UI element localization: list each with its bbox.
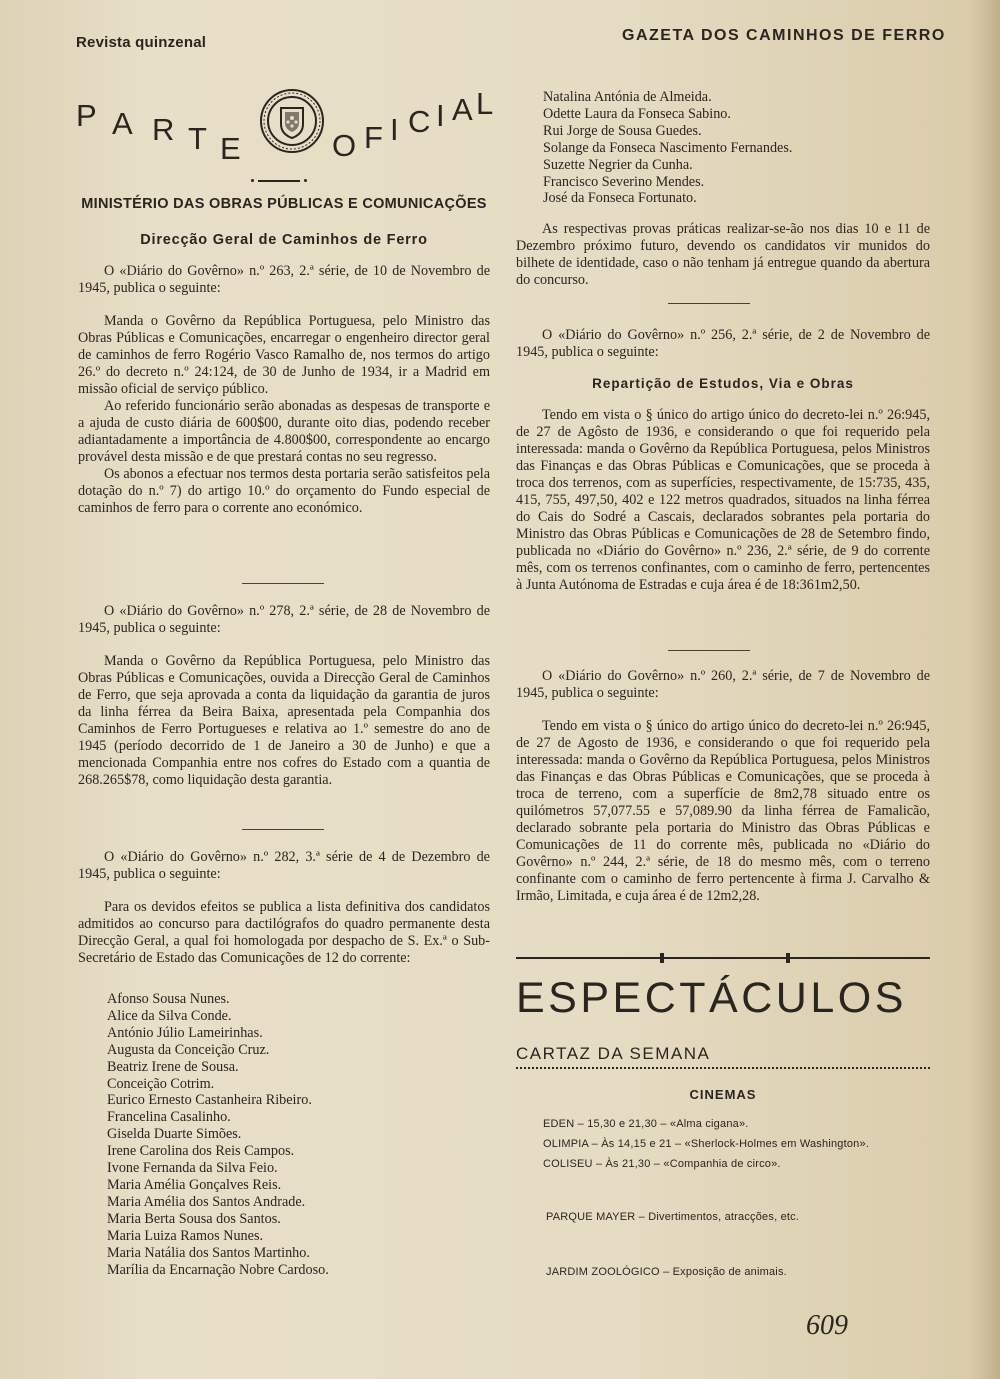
section-intro: O «Diário do Govêrno» n.º 282, 3.ª série de 4 de Dezembro de 1945, publica o seguinte: [78,849,490,882]
section-divider [668,650,750,651]
section-paragraph: Manda o Govêrno da República Portuguesa, pelo Ministro das Obras Públicas e Comunicações, encarregar o engenheiro director geral de caminhos de ferro Rogério Vasco Ramalho de, nos termos do artigo 26.º do decreto n.º 24:124, de 30 de Junho de 1934, ir a Madrid em missão oficial de serviço público. [78,313,490,397]
list-item: Maria Natália dos Santos Martinho. [107,1244,310,1261]
list-item: José da Fonseca Fortunato. [543,190,697,207]
cinema-listing: OLIMPIA – Às 14,15 e 21 – «Sherlock-Holmes em Washington». [543,1138,870,1150]
list-item: António Júlio Lameirinhas. [107,1024,263,1041]
masthead-letter: T [188,121,207,156]
masthead-letter: A [112,106,133,141]
section-260 [516,668,930,905]
espectaculos-rule [516,957,930,959]
section-intro: O «Diário do Govêrno» n.º 263, 2.ª série, de 10 de Novembro de 1945, publica o seguinte: [78,263,490,296]
section-divider [668,303,750,304]
list-item: Maria Berta Sousa dos Santos. [107,1210,281,1227]
masthead-letter: L [476,86,494,121]
list-item: Maria Amélia dos Santos Andrade. [107,1193,306,1210]
provas-paragraph-block [516,221,930,289]
masthead [76,88,496,173]
section-paragraph: Manda o Govêrno da República Portuguesa, pelo Ministro das Obras Públicas e Comunicações, ouvida a Direcção Geral de Caminhos de Ferro, que seja aprovada a conta da liquidação da garantia de juros da linha férrea da Beira Baixa, apresentada pela Companhia dos Caminhos de Ferro Portugueses e relativa ao 1.º semestre do ano de 1945 (período decorrido de 1 de Janeiro a 30 de Junho) e que a mencionada Companhia entre nos cofres do Estado com a quantia de 268.265$78, como liquidação desta garantia. [78,653,490,788]
list-item: Rui Jorge de Sousa Guedes. [543,122,702,139]
masthead-letter: F [364,120,383,155]
list-item: Natalina Antónia de Almeida. [543,89,712,105]
page-number: 609 [806,1310,848,1341]
list-item: Irene Carolina dos Reis Campos. [107,1143,295,1160]
page-edge-shadow [970,0,1000,1379]
masthead-letter: R [152,112,175,147]
section-divider [242,829,324,830]
section-paragraph: Os abonos a efectuar nos termos desta portaria serão satisfeitos pela dotação do n.º 7) do artigo 10.º do orçamento do Fundo especial de caminhos de ferro para o corrente ano económico. [78,466,490,516]
list-item: Odette Laura da Fonseca Sabino. [543,105,731,122]
candidate-list-right [543,89,792,207]
repartition-heading: Repartição de Estudos, Via e Obras [592,376,854,391]
cartaz-subtitle: CARTAZ DA SEMANA [516,1044,711,1063]
section-paragraph: Para os devidos efeitos se publica a lista definitiva dos candidatos admitidos ao concurso para dactilógrafos do quadro permanente desta Direcção Geral, a qual foi homologada por despacho de S. Ex.ª o Sub-Secretário de Estado das Comunicações de 12 do corrente: [78,899,490,966]
section-256 [516,327,930,361]
parque-mayer-listing: PARQUE MAYER – Divertimentos, atracções, etc. [546,1211,800,1223]
portuguese-coat-of-arms-icon [259,88,325,154]
masthead-letter: A [452,92,473,127]
section-intro: O «Diário do Govêrno» n.º 256, 2.ª série, de 2 de Novembro de 1945, publica o seguinte: [516,327,930,360]
masthead-rule [258,180,300,182]
list-item: Solange da Fonseca Nascimento Fernandes. [543,139,793,156]
list-item: Suzette Negrier da Cunha. [543,156,693,173]
list-item: Francisco Severino Mendes. [543,173,705,190]
header-left: Revista quinzenal [76,34,207,51]
rule-mark [660,953,664,963]
provas-paragraph: As respectivas provas práticas realizar-se-ão nos dias 10 e 11 de Dezembro próximo futuro, devendo os candidatos vir munidos do bilhete de identidade, caso o não tenham já entregue quando da abertura do concurso. [516,221,930,288]
section-intro: O «Diário do Govêrno» n.º 260, 2.ª série, de 7 de Novembro de 1945, publica o seguinte: [516,668,930,701]
masthead-letter: E [220,131,241,166]
masthead-dot [251,179,254,182]
list-item: Marília da Encarnação Nobre Cardoso. [107,1261,329,1278]
list-item: Maria Amélia Gonçalves Reis. [107,1176,282,1193]
header-right: GAZETA DOS CAMINHOS DE FERRO [622,27,946,44]
jardim-zoologico-listing: JARDIM ZOOLÓGICO – Exposição de animais. [546,1266,787,1278]
cinema-listing: COLISEU – Às 21,30 – «Companhia de circo». [543,1158,781,1170]
ministry-heading: MINISTÉRIO DAS OBRAS PÚBLICAS E COMUNICAÇÕES [81,196,487,212]
section-paragraph: Ao referido funcionário serão abonadas as despesas de transporte e a ajuda de custo diária de 600$00, durante oito dias, podendo receber adiantadamente a importância de 4.800$00, correspondente ao encargo provável desta missão e de que prestará contas no seu regresso. [78,398,490,465]
espectaculos-title: ESPECTÁCULOS [516,974,907,1022]
masthead-letter: I [390,112,399,147]
list-item: Eurico Ernesto Castanheira Ribeiro. [107,1092,312,1109]
masthead-dot [304,179,307,182]
masthead-letter: P [76,98,97,133]
list-item: Maria Luiza Ramos Nunes. [107,1227,264,1244]
cinemas-heading: CINEMAS [689,1087,757,1102]
list-item: Ivone Fernanda da Silva Feio. [107,1160,278,1177]
list-item: Augusta da Conceição Cruz. [107,1041,270,1058]
section-paragraph: Tendo em vista o § único do artigo único do decreto-lei n.º 26:945, de 27 de Agosto de 1936, e considerando o que foi requerido pela interessada: manda o Govêrno da República Portuguesa, pelos Ministros das Finanças e das Obras Públicas e Comunicações, que se proceda à troca de terreno, com a superfície de 8m2,78 situado entre os quilómetros 57,077.55 e 57,089.90 da linha férrea de Famalicão, declarado sobrante pela portaria do Ministro das Obras Públicas e Comunicações de 11 do corrente mês, publicada no «Diário do Govêrno» n.º 244, 2.ª série, de 18 do mesmo mês, com o terreno confinante com o caminho de ferro pertencente à firma J. Carvalho & Irmão, Limitada, e cuja área é de 12m2,28. [516,718,930,904]
masthead-letter: O [332,128,357,163]
section-intro: O «Diário do Govêrno» n.º 278, 2.ª série, de 28 de Novembro de 1945, publica o seguinte: [78,603,490,636]
list-item: Alice da Silva Conde. [107,1007,232,1024]
cartaz-rule [516,1067,930,1069]
cinema-listing: EDEN – 15,30 e 21,30 – «Alma cigana». [543,1118,749,1130]
section-278 [78,603,490,789]
direccao-heading: Direcção Geral de Caminhos de Ferro [140,232,428,248]
masthead-letter: C [408,104,431,139]
list-item: Giselda Duarte Simões. [107,1126,242,1143]
section-divider [242,583,324,584]
section-256-body [516,407,930,594]
section-paragraph: Tendo em vista o § único do artigo único do decreto-lei n.º 26:945, de 27 de Agôsto de 1936, e considerando o que foi requerido pela interessada: manda o Govêrno da República Portuguesa, pelos Ministros das Finanças e das Obras Públicas e Comunicações, que se proceda à troca dos terrenos, com as superfícies, respectivamente, de 15:735, 435, 415, 755, 497,50, 402 e 122 metros quadrados, situados na linha férrea do Cais do Sodré a Cascais, declarados sobrantes pela portaria do Ministro das Obras Públicas e Comunicações de 28 de Setembro findo, publicada no «Diário do Govêrno» n.º 236, 2.ª série, de 9 do corrente mês, com os terrenos confinantes, com o caminho de ferro, pertencentes à Junta Autónoma de Estradas e cuja área é de 18:361m2,50. [516,407,930,593]
rule-mark [786,953,790,963]
list-item: Beatriz Irene de Sousa. [107,1058,239,1075]
list-item: Francelina Casalinho. [107,1109,231,1126]
masthead-letter: I [436,98,445,133]
section-282 [78,849,490,967]
candidate-list-left [107,991,329,1278]
list-item: Conceição Cotrim. [107,1075,215,1092]
section-263 [78,263,490,517]
list-item: Afonso Sousa Nunes. [107,991,230,1007]
